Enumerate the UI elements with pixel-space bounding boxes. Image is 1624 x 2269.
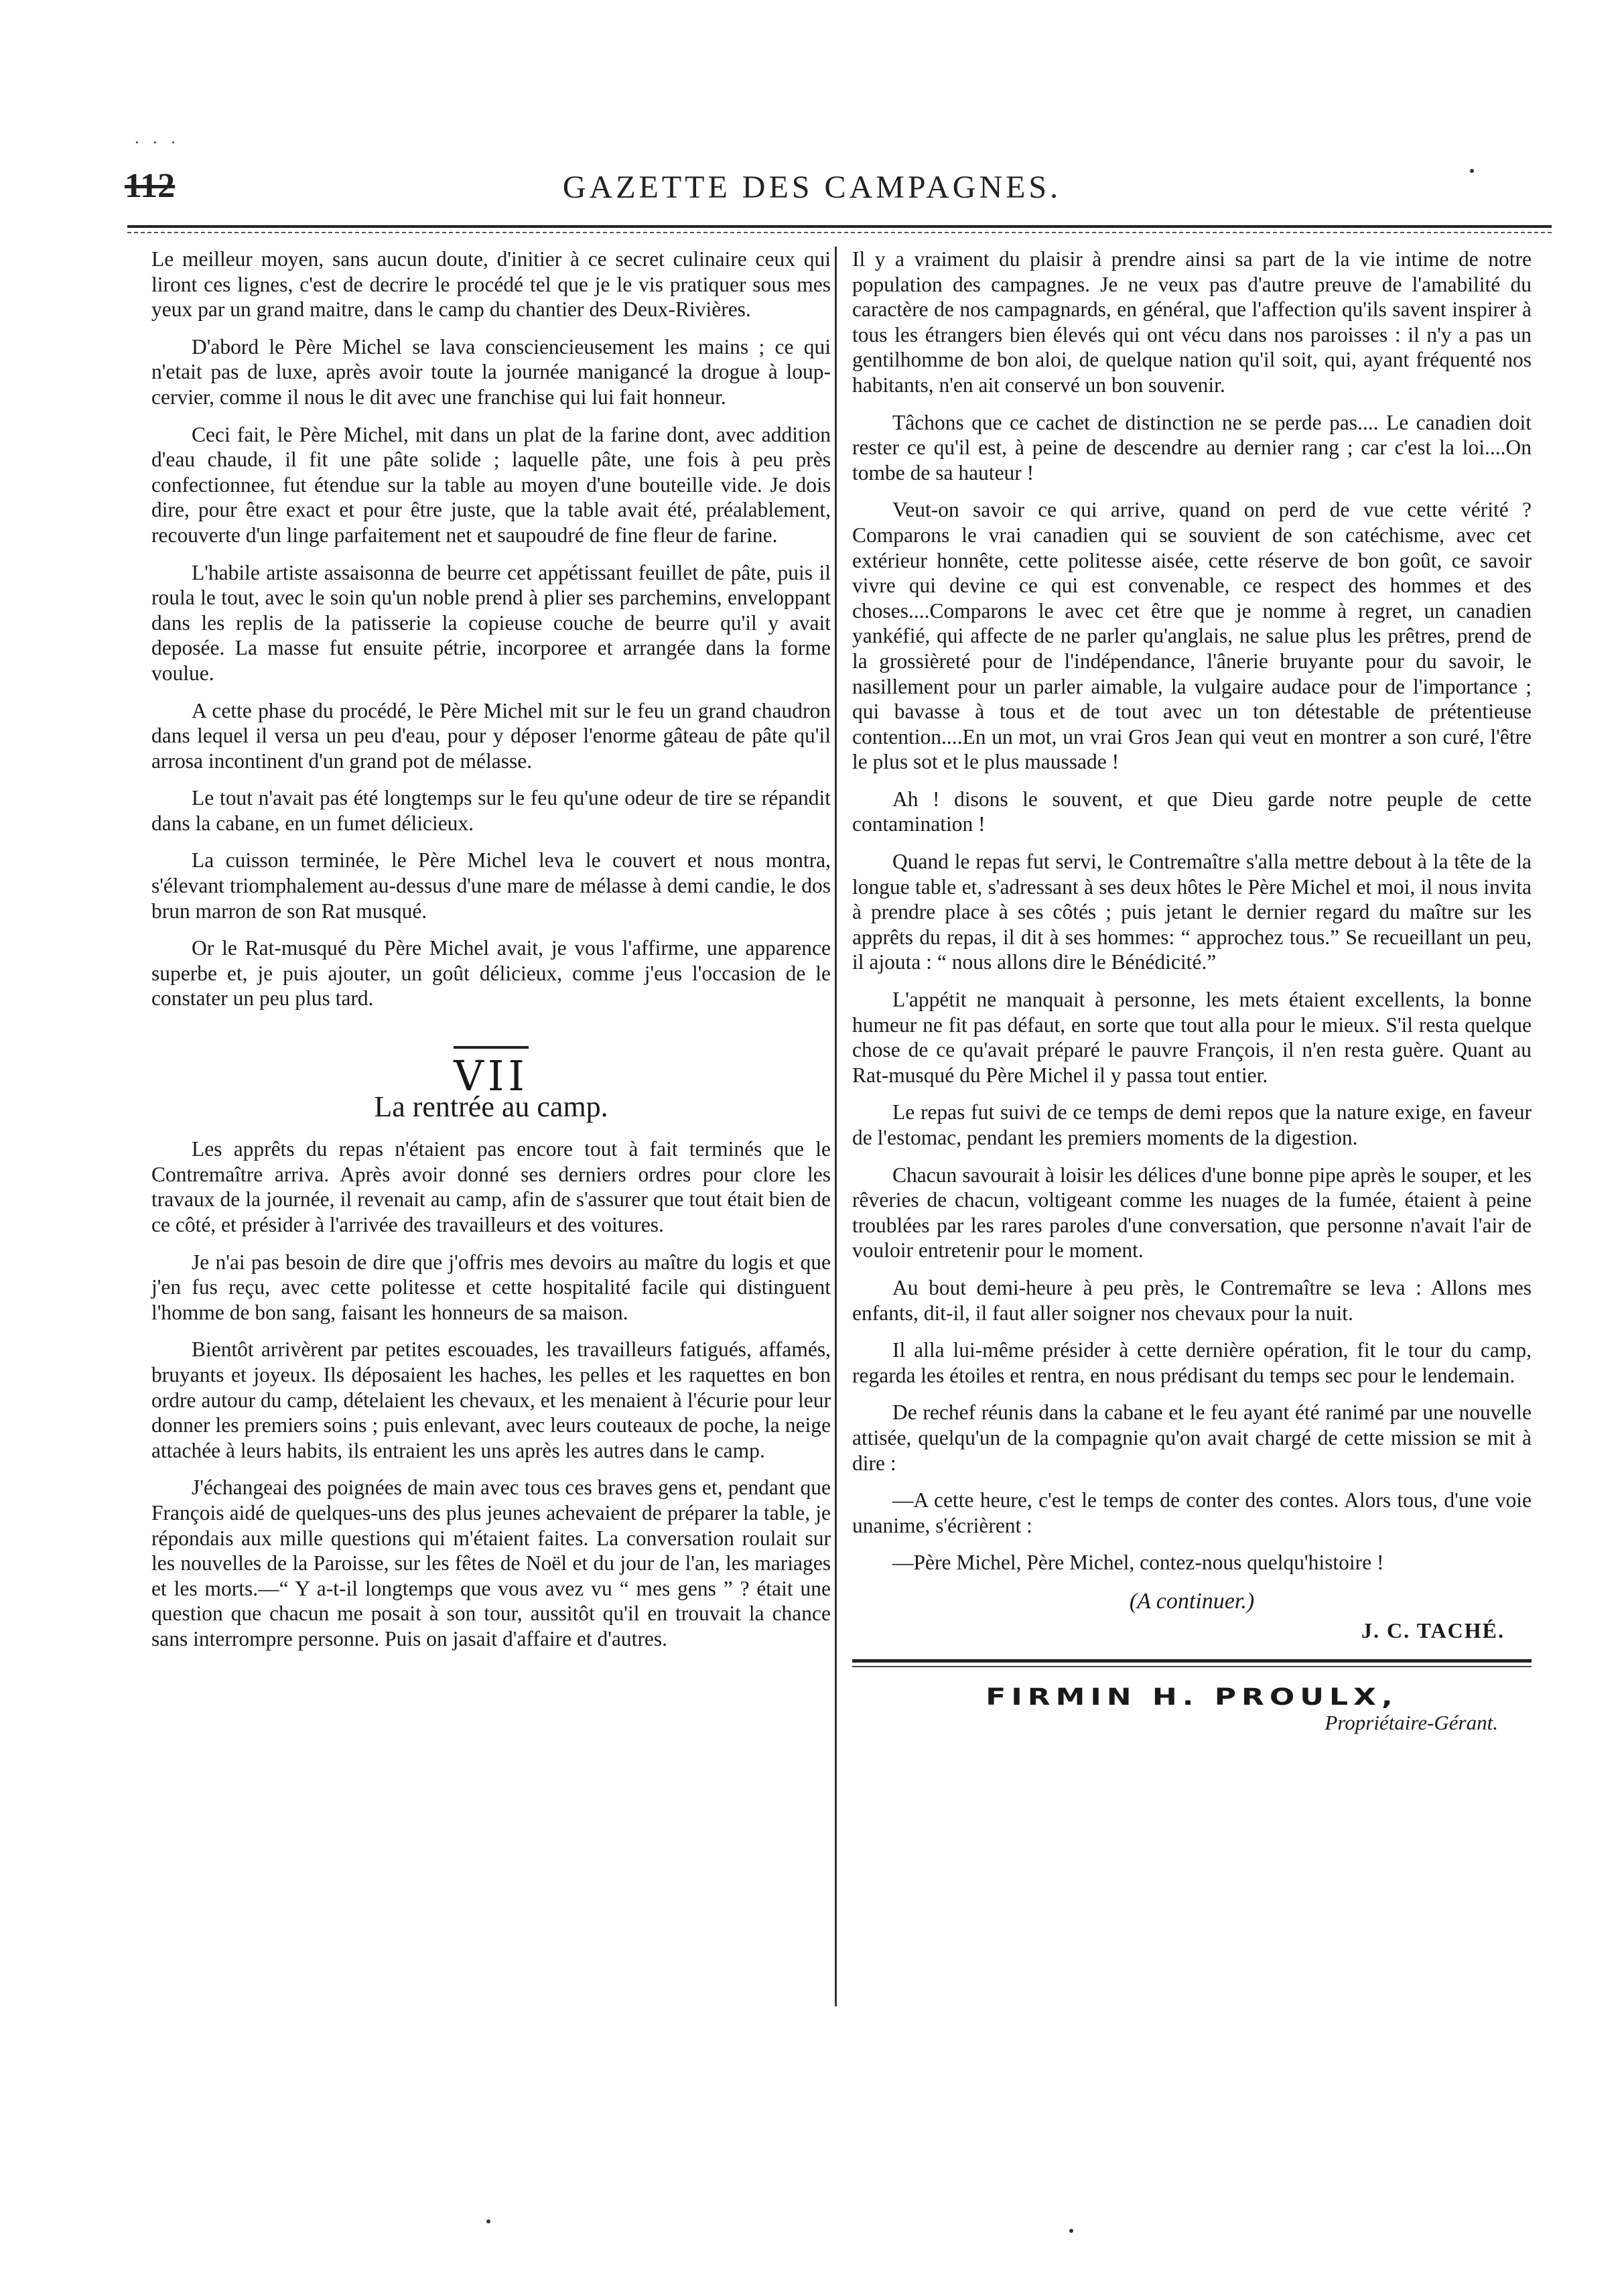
paragraph: Or le Rat-musqué du Père Michel avait, je vous l'affirme, une apparence superbe et, je puis ajouter, un goût délicieux, comme j'eus l'occasion de le constater un peu plus tard. bbox=[151, 936, 831, 1011]
section-number: VII bbox=[454, 1051, 529, 1101]
paragraph: Au bout demi-heure à peu près, le Contremaître se leva : Allons mes enfants, dit-il, il faut aller soigner nos chevaux pour la nuit. bbox=[852, 1275, 1532, 1325]
paragraph: De rechef réunis dans la cabane et le feu ayant été ranimé par une nouvelle attisée, quelqu'un de la compagnie qu'on avait chargé de cette mission se mit à dire : bbox=[852, 1401, 1532, 1475]
masthead-title: GAZETTE DES CAMPAGNES. bbox=[562, 170, 1062, 205]
to-be-continued: (A continuer.) bbox=[1129, 1588, 1255, 1614]
paragraph: Veut-on savoir ce qui arrive, quand on perd de vue cette vérité ? Comparons le vrai canadien qui se souvient de son catéchisme, avec cet extérieur honnête, cette politesse aisée, cette réserve de bon goût, ce savoir vivre qui devine ce qui est convenable, ce respect des hommes et des choses....Comparons le avec cet être que je nomme à regret, un canadien yankéfié, qui affecte de ne parler qu'anglais, ne salue plus les prêtres, prend de la grossièreté pour de l'indépendance, l'ânerie bruyante pour du savoir, le nasillement pour un parler aimable, la vulgaire audace pour de l'importance ; qui bavasse à tous et de tout avec un ton détestable de prétentieuse contention....En un mot, un vrai Gros Jean qui veut en montrer a son curé, l'être le plus sot et le plus maussade ! bbox=[852, 498, 1532, 774]
paragraph: La cuisson terminée, le Père Michel leva le couvert et nous montra, s'élevant triomphalement au-dessus d'une mare de mélasse à demi candie, le dos brun marron de son Rat musqué. bbox=[151, 848, 831, 923]
paragraph: Le repas fut suivi de ce temps de demi repos que la nature exige, en faveur de l'estomac, pendant les premiers moments de la digestion. bbox=[852, 1100, 1532, 1149]
paragraph: A cette phase du procédé, le Père Michel mit sur le feu un grand chaudron dans lequel il versa un peu d'eau, pour y déposer l'enorme gâteau de pâte qu'il arrosa incontinent d'un grand pot de mélasse. bbox=[151, 698, 831, 773]
dialogue-line: —A cette heure, c'est le temps de conter des contes. Alors tous, d'une voie unanime, s'écrièrent : bbox=[852, 1488, 1532, 1537]
publisher-name: FIRMIN H. PROULX, bbox=[986, 1683, 1398, 1711]
paragraph: L'appétit ne manquait à personne, les mets étaient excellents, la bonne humeur ne fit pas défaut, en sorte que tout alla pour le mieux. S'il resta quelque chose de ce qu'avait préparé le pauvre François, il n'en resta guère. Quant au Rat-musqué du Père Michel il y passa tout entier. bbox=[852, 988, 1532, 1087]
paragraph: D'abord le Père Michel se lava consciencieusement les mains ; ce qui n'etait pas de luxe, après avoir toute la journée manigancé la drogue à loup-cervier, comme il nous le dit avec une franchise qui lui fait honneur. bbox=[151, 334, 831, 409]
paragraph: Le tout n'avait pas été longtemps sur le feu qu'une odeur de tire se répandit dans la cabane, en un fumet délicieux. bbox=[151, 786, 831, 835]
paragraph: Ceci fait, le Père Michel, mit dans un plat de la farine dont, avec addition d'eau chaude, il fit une pâte solide ; laquelle pâte, une fois à peu près confectionnee, fut étendue sur la table au moyen d'une bouteille vide. Je dois dire, pour être exact et pour être juste, que la table avait été, préalablement, recouverte d'un linge parfaitement net et saupoudré de fine fleur de farine. bbox=[151, 422, 831, 547]
paragraph: Le meilleur moyen, sans aucun doute, d'initier à ce secret culinaire ceux qui liront ces lignes, c'est de decrire le procédé tel que je le vis pratiquer sous mes yeux par un grand maitre, dans le camp du chantier des Deux-Rivières. bbox=[151, 247, 831, 322]
paragraph: Il y a vraiment du plaisir à prendre ainsi sa part de la vie intime de notre population des campagnes. Je ne veux pas d'autre preuve de l'amabilité du caractère de nos campagnards, en général, que l'affection qu'ils savent inspirer à tous les étrangers bien élevés qui ont vécu dans nos paroisses : il n'y a pas un gentilhomme de bon aloi, de quelque nation qu'il soit, qui, ayant fréquenté nos habitants, n'en ait conservé un bon souvenir. bbox=[852, 247, 1532, 397]
section-rule bbox=[454, 1046, 529, 1049]
paragraph: Quand le repas fut servi, le Contremaître s'alla mettre debout à la tête de la longue table et, s'adressant à ses deux hôtes le Père Michel et moi, il nous invita à prendre place à ses côtés ; puis jetant le dernier regard du maître sur les apprêts du repas, il dit à ses hommes: “ approchez tous.” Se recueillant un peu, il ajouta : “ nous allons dire le Bénédicité.” bbox=[852, 850, 1532, 974]
paragraph: Il alla lui-même présider à cette dernière opération, fit le tour du camp, regarda les étoiles et rentra, en nous prédisant du temps sec pour le lendemain. bbox=[852, 1338, 1532, 1387]
dialogue-line: —Père Michel, Père Michel, contez-nous quelqu'histoire ! bbox=[892, 1551, 1384, 1575]
author-signature: J. C. TACHÉ. bbox=[1361, 1618, 1505, 1642]
header-rule-thin bbox=[127, 232, 1552, 233]
ink-specks: · · · bbox=[134, 133, 180, 152]
page-number: 112 bbox=[125, 167, 176, 205]
right-column bbox=[852, 247, 1532, 1735]
publisher-role: Propriétaire-Gérant. bbox=[1325, 1710, 1498, 1734]
paragraph: J'échangeai des poignées de main avec tous ces braves gens et, pendant que François aidé de quelques-uns des plus jeunes achevaient de préparer la table, je répondais aux mille questions qui m'étaient faites. La conversation roulait sur les nouvelles de la Paroisse, sur les fêtes de Noël et du jour de l'an, les mariages et les morts.—“ Y a-t-il longtemps que vous avez vu “ mes gens ” ? était une question que chacun me posait à son tour, aussitôt qu'il en trouvait la chance sans interrompre personne. Puis on jasait d'affaire et d'autres. bbox=[151, 1476, 831, 1650]
closing-rule bbox=[852, 1659, 1532, 1663]
left-column bbox=[151, 247, 831, 1664]
paragraph: Je n'ai pas besoin de dire que j'offris mes devoirs au maître du logis et que j'en fus reçu, avec cette politesse et cette hospitalité facile qui distinguent l'homme de bon sang, faisant les honneurs de sa maison. bbox=[151, 1250, 831, 1324]
paragraph: Tâchons que ce cachet de distinction ne se perde pas.... Le canadien doit rester ce qu'il est, à peine de descendre au dernier rang ; car c'est la loi....On tombe de sa hauteur ! bbox=[852, 410, 1532, 484]
ink-dot bbox=[1069, 2229, 1073, 2233]
paragraph: L'habile artiste assaisonna de beurre cet appétissant feuillet de pâte, puis il roula le tout, avec le soin qu'un noble prend à plier ses parchemins, enveloppant dans les replis de la patisserie la copieuse couche de beurre qu'il y avait deposée. La masse fut ensuite pétrie, incorporee et arrangée dans la forme voulue. bbox=[151, 560, 831, 685]
section-title: La rentrée au camp. bbox=[374, 1090, 608, 1123]
column-divider bbox=[835, 247, 837, 2006]
paragraph: Chacun savourait à loisir les délices d'une bonne pipe après le souper, et les rêveries de chacun, voltigeant comme les nuages de la fumée, étaient à peine troublées par les rares paroles d'une conversation, que personne n'avait l'air de vouloir entretenir pour le moment. bbox=[852, 1163, 1532, 1262]
paragraph: Les apprêts du repas n'étaient pas encore tout à fait terminés que le Contremaître arriva. Après avoir donné ses derniers ordres pour clore les travaux de la journée, il revenait au camp, afin de s'assurer que tout était bien de ce côté, et présider à l'arrivée des travailleurs et des voitures. bbox=[151, 1137, 831, 1236]
paragraph: Bientôt arrivèrent par petites escouades, les travailleurs fatigués, affamés, bruyants et joyeux. Ils déposaient les haches, les pelles et les raquettes en bon ordre autour du camp, dételaient les chevaux, et les menaient à l'écurie pour leur donner les premiers soins ; puis enlevant, avec leurs couteaux de poche, la neige attachée à leurs habits, ils entraient les uns après les autres dans le camp. bbox=[151, 1338, 831, 1462]
ink-dot bbox=[486, 2219, 490, 2223]
ink-dot bbox=[1470, 169, 1474, 173]
header-rule bbox=[127, 225, 1552, 228]
paragraph: Ah ! disons le souvent, et que Dieu garde notre peuple de cette contamination ! bbox=[852, 787, 1532, 836]
closing-rule-thin bbox=[852, 1666, 1532, 1667]
